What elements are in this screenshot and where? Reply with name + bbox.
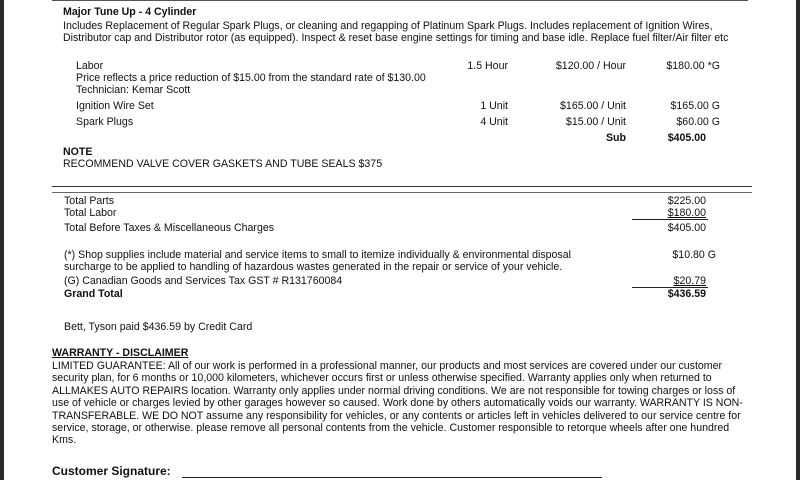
job-title: Major Tune Up - 4 Cylinder — [63, 6, 197, 18]
sub-label: Sub — [605, 132, 626, 144]
section-divider — [52, 192, 752, 193]
signature-line[interactable] — [182, 477, 602, 478]
gst-label: (G) Canadian Goods and Services Tax GST # R131760084 — [64, 275, 343, 287]
top-rule — [52, 0, 748, 1]
note-text: RECOMMEND VALVE COVER GASKETS AND TUBE SEALS $375 — [63, 158, 383, 170]
labor-rate: $120.00 / Hour — [555, 60, 626, 72]
shop-supplies-value: $10.80 G — [672, 249, 716, 261]
labor-qty: 1.5 Hour — [467, 60, 508, 72]
warranty-text: LIMITED GUARANTEE: All of our work is performed in a professional manner, our products and most services are covered under our customer security plan, for 6 months or 10,000 kilometers, whichever occurs first or unless otherwise specified. Warranty applies only when returned to ALLMAKES AUTO REPAIRS location. Warranty only applies under normal driving conditions. We are not responsible for towing charges or loss of use of vehicle or charges levied by other garages however so caused. Work done by others automatically voids our warranty. WARRANTY IS NON-TRANSFERABLE. WE DO NOT assume any responsibility for vehicles, or any contents or articles left in vehicles delivered to our service centre for service, storage, or otherwise. please remove all personal contents from the vehicle. Customer responsible to retorque wheels after one hundred Kms. — [52, 360, 743, 447]
total-labor-value: $180.00 — [667, 207, 706, 219]
item-qty: 1 Unit — [480, 100, 508, 112]
sub-total: $405.00 — [667, 132, 706, 144]
page-frame-right — [796, 0, 800, 480]
price-note: Price reflects a price reduction of $15.00 from the standard rate of $130.00 — [76, 72, 426, 84]
job-description: Includes Replacement of Regular Spark Plugs, or cleaning and regapping of Platinum Spark Plugs. Includes replacement of Ignition Wires, Distributor cap and Distributor rotor (as equipped). Inspect & reset base engine settings for timing and base idle. Replace fuel filter/Air filter etc — [63, 20, 729, 45]
section-divider — [52, 186, 752, 187]
shop-supplies-line1: (*) Shop supplies include material and service items to small to itemize individually & environmental disposal — [64, 249, 571, 261]
before-tax-label: Total Before Taxes & Miscellaneous Charges — [64, 222, 275, 234]
total-parts-value: $225.00 — [667, 195, 706, 207]
item-name: Ignition Wire Set — [76, 100, 154, 112]
shop-supplies-line2: surcharge to be applied to handling of hazardous wastes generated in the repair or service of your vehicle. — [64, 261, 563, 273]
item-rate: $15.00 / Unit — [565, 116, 626, 128]
technician: Technician: Kemar Scott — [76, 84, 191, 96]
payment-line: Bett, Tyson paid $436.59 by Credit Card — [64, 321, 253, 333]
page-frame-left — [0, 0, 4, 480]
item-total: $165.00 G — [670, 100, 720, 112]
item-rate: $165.00 / Unit — [560, 100, 626, 112]
labor-label: Labor — [76, 60, 104, 72]
item-name: Spark Plugs — [76, 116, 134, 128]
labor-total: $180.00 *G — [666, 60, 720, 72]
item-qty: 4 Unit — [480, 116, 508, 128]
grand-total-label: Grand Total — [64, 288, 123, 300]
gst-value: $20.79 — [673, 275, 706, 287]
note-heading: NOTE — [63, 146, 93, 158]
item-total: $60.00 G — [676, 116, 720, 128]
total-labor-label: Total Labor — [64, 207, 117, 219]
total-parts-label: Total Parts — [64, 195, 115, 207]
grand-total-value: $436.59 — [667, 288, 706, 300]
before-tax-value: $405.00 — [667, 222, 706, 234]
signature-label: Customer Signature: — [52, 464, 171, 478]
warranty-heading: WARRANTY - DISCLAIMER — [52, 347, 189, 359]
subtotal-rule — [632, 219, 708, 220]
